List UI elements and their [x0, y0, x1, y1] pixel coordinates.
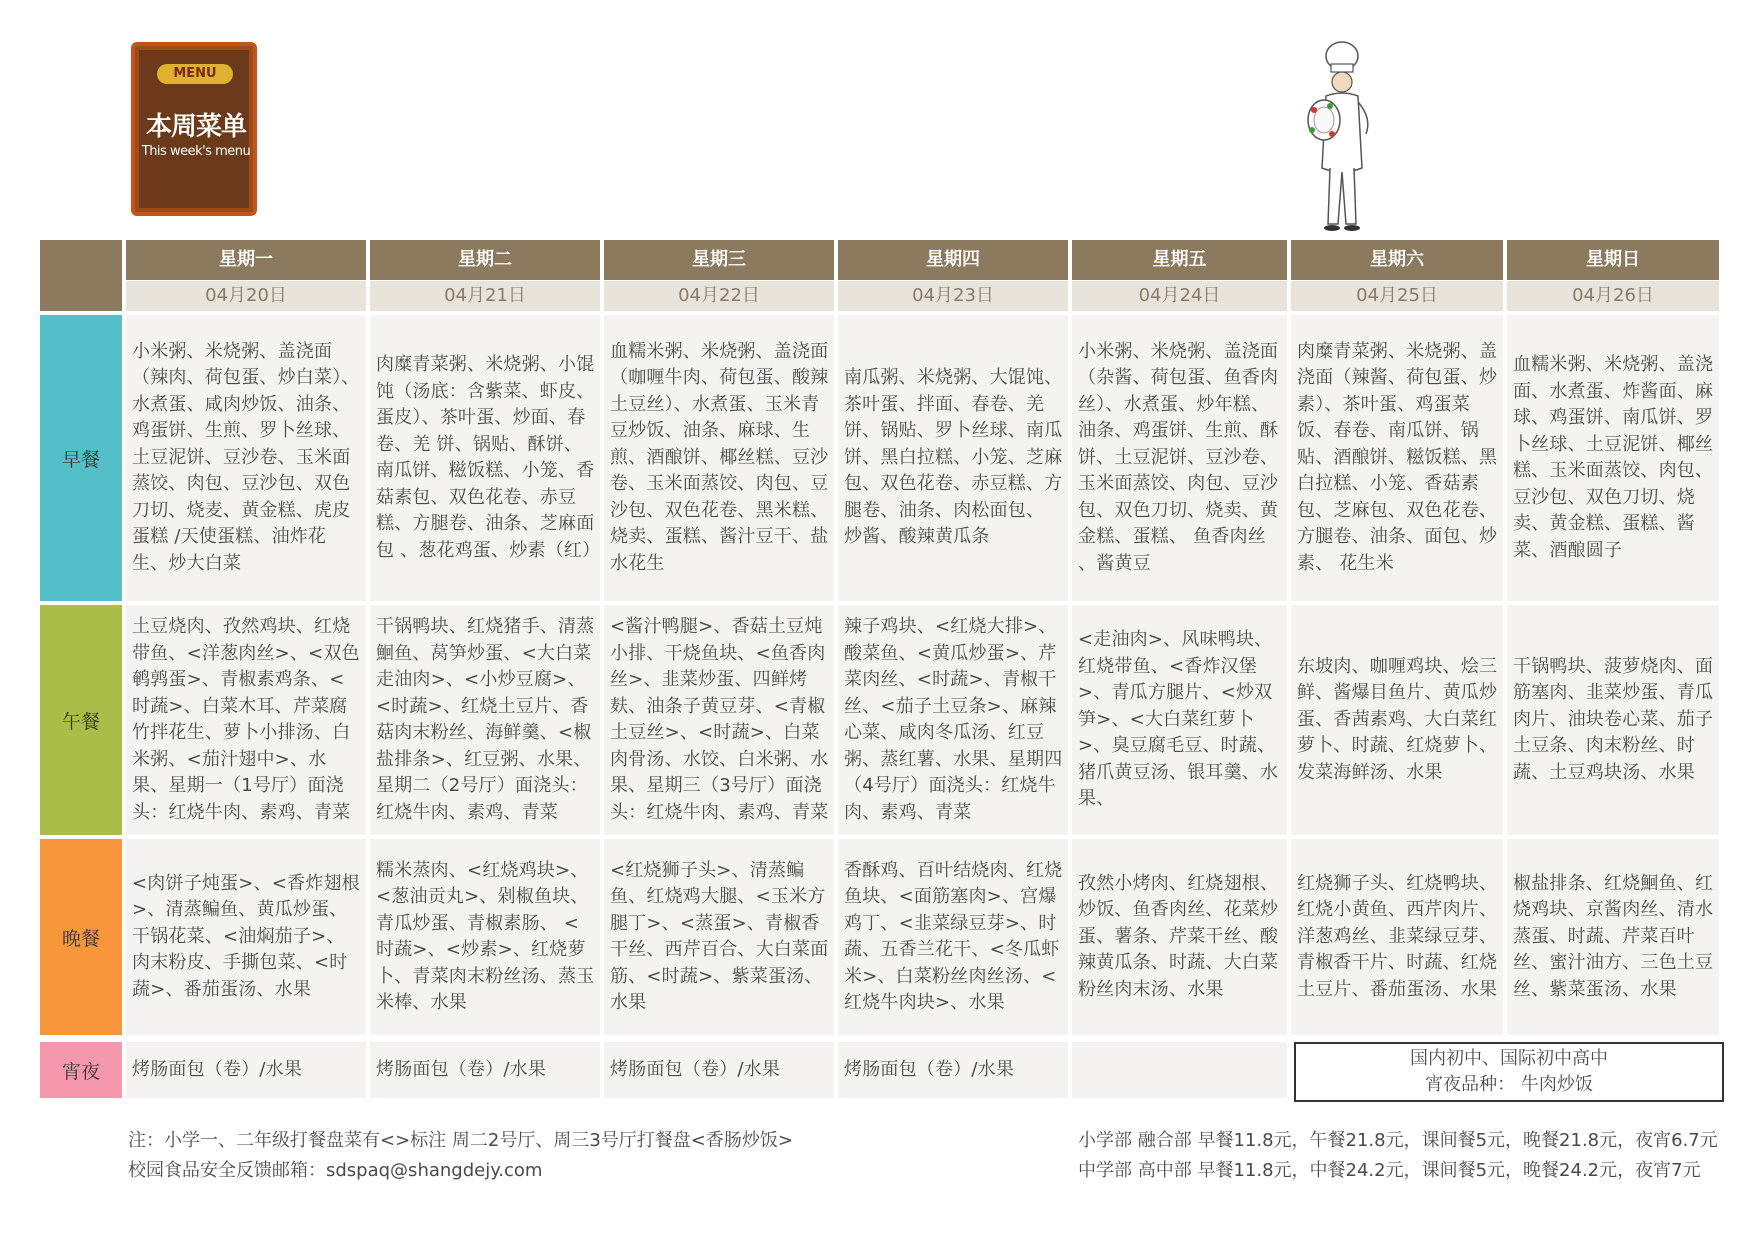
breakfast-cell [1072, 315, 1287, 601]
day-header-sat: 星期六 [1291, 240, 1503, 280]
breakfast-text: 血糯米粥、米烧粥、盖浇面、水煮蛋、炸酱面、麻球、鸡蛋饼、南瓜饼、罗卜丝球、土豆泥饼、椰丝糕、玉米面蒸饺、肉包、豆沙包、双色刀切、烧卖、黄金糕、蛋糕、酱菜、酒酿圆子 [1513, 354, 1714, 561]
lunch-text: 土豆烧肉、孜然鸡块、红烧带鱼、<洋葱肉丝>、<双色鹌鹑蛋>、青椒素鸡条、<时蔬>、白菜木耳、芹菜腐竹拌花生、萝卜小排汤、白米粥、<茄汁翅中>、水果、星期一（1号厅）面浇头：红烧牛肉、素鸡、青菜 [132, 616, 360, 823]
dinner-cell [838, 839, 1068, 1035]
dinner-text: 香酥鸡、百叶结烧肉、红烧鱼块、<面筋塞肉>、宫爆鸡丁、<韭菜绿豆芽>、时蔬、五香兰花干、<冬瓜虾米>、白菜粉丝肉丝汤、<红烧牛肉块>、水果 [844, 859, 1063, 1013]
night-text: 烤肠面包（卷）/水果 [376, 1058, 547, 1080]
night-special-line1: 国内初中、国际初中高中 [1410, 1048, 1608, 1069]
dinner-text: 孜然小烤肉、红烧翅根、炒饭、鱼香肉丝、花菜炒蛋、薯条、芹菜干丝、酸辣黄瓜条、时蔬、大白菜粉丝肉末汤、水果 [1078, 872, 1279, 1000]
dinner-text: 红烧狮子头、红烧鸭块、红烧小黄鱼、西芹肉片、洋葱鸡丝、韭菜绿豆芽、青椒香干片、时蔬、红烧土豆片、番茄蛋汤、水果 [1297, 872, 1498, 1000]
night-cell [604, 1042, 834, 1098]
lunch-text: <走油肉>、风味鸭块、红烧带鱼、<香炸汉堡>、青瓜方腿片、<炒双笋>、<大白菜红萝卜>、臭豆腐毛豆、时蔬、猪爪黄豆汤、银耳羹、水果、 [1078, 629, 1279, 810]
dinner-cell [604, 839, 834, 1035]
lunch-cell [370, 605, 600, 835]
breakfast-cell [370, 315, 600, 601]
price-primary: 小学部 融合部 早餐11.8元，午餐21.8元，课间餐5元，晚餐21.8元，夜宵6.7元 [1078, 1130, 1718, 1151]
lunch-cell [604, 605, 834, 835]
meal-label-night: 宵夜 [40, 1042, 122, 1098]
breakfast-cell [126, 315, 366, 601]
dinner-cell [1291, 839, 1503, 1035]
menu-board-logo [131, 42, 257, 216]
lunch-cell [126, 605, 366, 835]
footer-notes [128, 1126, 793, 1186]
day-header-sun: 星期日 [1507, 240, 1719, 280]
breakfast-text: 血糯米粥、米烧粥、盖浇面（咖喱牛肉、荷包蛋、酸辣土豆丝）、水煮蛋、玉米青豆炒饭、油条、麻球、生煎、酒酿饼、椰丝糕、豆沙卷、玉米面蒸饺、肉包、豆沙包、双色花卷、黑米糕、烧卖、蛋糕、酱汁豆干、盐水花生 [610, 340, 829, 574]
night-text: 烤肠面包（卷）/水果 [610, 1058, 781, 1080]
footer-prices [1078, 1126, 1718, 1186]
date-thu: 04月23日 [838, 281, 1068, 311]
dinner-cell [126, 839, 366, 1035]
dinner-cell [370, 839, 600, 1035]
breakfast-cell [1507, 315, 1719, 601]
breakfast-text: 小米粥、米烧粥、盖浇面（杂酱、荷包蛋、鱼香肉丝）、水煮蛋、炒年糕、油条、鸡蛋饼、生煎、酥饼、土豆泥饼、豆沙卷、玉米面蒸饺、肉包、豆沙包、双色刀切、烧卖、黄金糕、蛋糕、 鱼香肉丝 、酱黄豆 [1078, 340, 1279, 574]
logo-subtitle: This week's menu [141, 144, 251, 159]
day-header-mon: 星期一 [126, 240, 366, 280]
date-mon: 04月20日 [126, 281, 366, 311]
night-cell [126, 1042, 366, 1098]
night-cell [370, 1042, 600, 1098]
lunch-cell [1507, 605, 1719, 835]
day-header-wed: 星期三 [604, 240, 834, 280]
breakfast-cell [838, 315, 1068, 601]
night-text: 烤肠面包（卷）/水果 [844, 1058, 1015, 1080]
day-header-thu: 星期四 [838, 240, 1068, 280]
date-wed: 04月22日 [604, 281, 834, 311]
night-text: 烤肠面包（卷）/水果 [132, 1058, 303, 1080]
footer-note: 注：小学一、二年级打餐盘菜有<>标注 周二2号厅、周三3号厅打餐盘<香肠炒饭> [128, 1130, 793, 1151]
lunch-text: 辣子鸡块、<红烧大排>、酸菜鱼、<黄瓜炒蛋>、芹菜肉丝、<时蔬>、青椒干丝、<茄子土豆条>、麻辣心菜、咸肉冬瓜汤、红豆粥、蒸红薯、水果、星期四（4号厅）面浇头：红烧牛肉、素鸡、青菜 [844, 616, 1063, 823]
dinner-cell [1507, 839, 1719, 1035]
lunch-text: 东坡肉、咖喱鸡块、烩三鲜、酱爆目鱼片、黄瓜炒蛋、香茜素鸡、大白菜红萝卜、时蔬、红烧萝卜、发菜海鲜汤、水果 [1297, 655, 1498, 783]
meal-label-breakfast: 早餐 [40, 315, 122, 601]
date-sat: 04月25日 [1291, 281, 1503, 311]
date-tue: 04月21日 [370, 281, 600, 311]
lunch-cell [1072, 605, 1287, 835]
lunch-text: 干锅鸭块、菠萝烧肉、面筋塞肉、韭菜炒蛋、青瓜肉片、油块卷心菜、茄子土豆条、肉末粉丝、时蔬、土豆鸡块汤、水果 [1513, 655, 1714, 783]
table-corner [40, 240, 122, 311]
chef-illustration [1300, 38, 1380, 238]
logo-title: 本周菜单 [145, 112, 246, 142]
price-secondary: 中学部 高中部 早餐11.8元，中餐24.2元，课间餐5元，晚餐24.2元，夜宵7元 [1078, 1160, 1701, 1181]
logo-menu-tag: MENU [157, 64, 233, 84]
day-header-fri: 星期五 [1072, 240, 1287, 280]
breakfast-text: 小米粥、米烧粥、盖浇面（辣肉、荷包蛋、炒白菜）、水煮蛋、咸肉炒饭、油条、鸡蛋饼、生煎、罗卜丝球、土豆泥饼、豆沙卷、玉米面蒸饺、肉包、豆沙包、双色刀切、烧麦、黄金糕、虎皮蛋糕 /天使蛋糕、油炸花生、炒大白菜 [132, 340, 360, 574]
lunch-cell [838, 605, 1068, 835]
night-cell [1072, 1042, 1287, 1098]
breakfast-cell [1291, 315, 1503, 601]
breakfast-text: 肉糜青菜粥、米烧粥、小馄饨（汤底：含紫菜、虾皮、蛋皮）、茶叶蛋、炒面、春卷、羌 饼、锅贴、酥饼、南瓜饼、糍饭糕、小笼、香菇素包、双色花卷、赤豆糕、方腿卷、油条、芝麻面包 、葱花鸡蛋、炒素（红） [376, 354, 601, 561]
dinner-text: 糯米蒸肉、<红烧鸡块>、<葱油贡丸>、剁椒鱼块、青瓜炒蛋、青椒素肠、 <时蔬>、<炒素>、红烧萝卜、青菜肉末粉丝汤、蒸玉米棒、水果 [376, 859, 595, 1013]
night-special-line2: 宵夜品种： 牛肉炒饭 [1425, 1074, 1593, 1095]
dinner-text: <红烧狮子头>、清蒸鳊鱼、红烧鸡大腿、<玉米方腿丁>、<蒸蛋>、青椒香干丝、西芹百合、大白菜面筋、<时蔬>、紫菜蛋汤、水果 [610, 859, 829, 1013]
breakfast-text: 南瓜粥、米烧粥、大馄饨、茶叶蛋、拌面、春卷、羌饼、锅贴、罗卜丝球、南瓜饼、黑白拉糕、小笼、芝麻包、双色花卷、赤豆糕、方腿卷、油条、肉松面包、 炒酱、酸辣黄瓜条 [844, 367, 1063, 548]
breakfast-text: 肉糜青菜粥、米烧粥、盖浇面（辣酱、荷包蛋、炒素）、茶叶蛋、鸡蛋菜饭、春卷、南瓜饼、锅贴、酒酿饼、糍饭糕、黑白拉糕、小笼、香菇素包、芝麻包、双色花卷、方腿卷、油条、面包、炒素、 花生米 [1297, 340, 1498, 574]
dinner-cell [1072, 839, 1287, 1035]
lunch-text: <酱汁鸭腿>、香菇土豆炖小排、干烧鱼块、<鱼香肉丝>、韭菜炒蛋、四鲜烤麸、油条子黄豆芽、<青椒土豆丝>、<时蔬>、白菜肉骨汤、水饺、白米粥、水果、星期三（3号厅）面浇头：红烧牛肉、素鸡、青菜 [610, 616, 829, 823]
breakfast-cell [604, 315, 834, 601]
meal-label-lunch: 午餐 [40, 605, 122, 835]
day-header-tue: 星期二 [370, 240, 600, 280]
date-sun: 04月26日 [1507, 281, 1719, 311]
lunch-text: 干锅鸭块、红烧猪手、清蒸鮰鱼、莴笋炒蛋、<大白菜走油肉>、<小炒豆腐>、<时蔬>、红烧土豆片、香菇肉末粉丝、海鲜羹、<椒盐排条>、红豆粥、水果、星期二（2号厅）面浇头：红烧牛肉、素鸡、青菜 [376, 616, 595, 823]
night-cell [838, 1042, 1068, 1098]
dinner-text: 椒盐排条、红烧鮰鱼、红烧鸡块、京酱肉丝、清水蒸蛋、时蔬、芹菜百叶丝、蜜汁油方、三色土豆丝、紫菜蛋汤、水果 [1513, 872, 1714, 1000]
lunch-cell [1291, 605, 1503, 835]
night-special-box [1294, 1042, 1724, 1102]
meal-label-dinner: 晚餐 [40, 839, 122, 1035]
dinner-text: <肉饼子炖蛋>、<香炸翅根>、清蒸鳊鱼、黄瓜炒蛋、干锅花菜、<油焖茄子>、肉末粉皮、手撕包菜、<时蔬>、番茄蛋汤、水果 [132, 872, 360, 1000]
date-fri: 04月24日 [1072, 281, 1287, 311]
footer-email: 校园食品安全反馈邮箱：sdspaq@shangdejy.com [128, 1160, 543, 1181]
